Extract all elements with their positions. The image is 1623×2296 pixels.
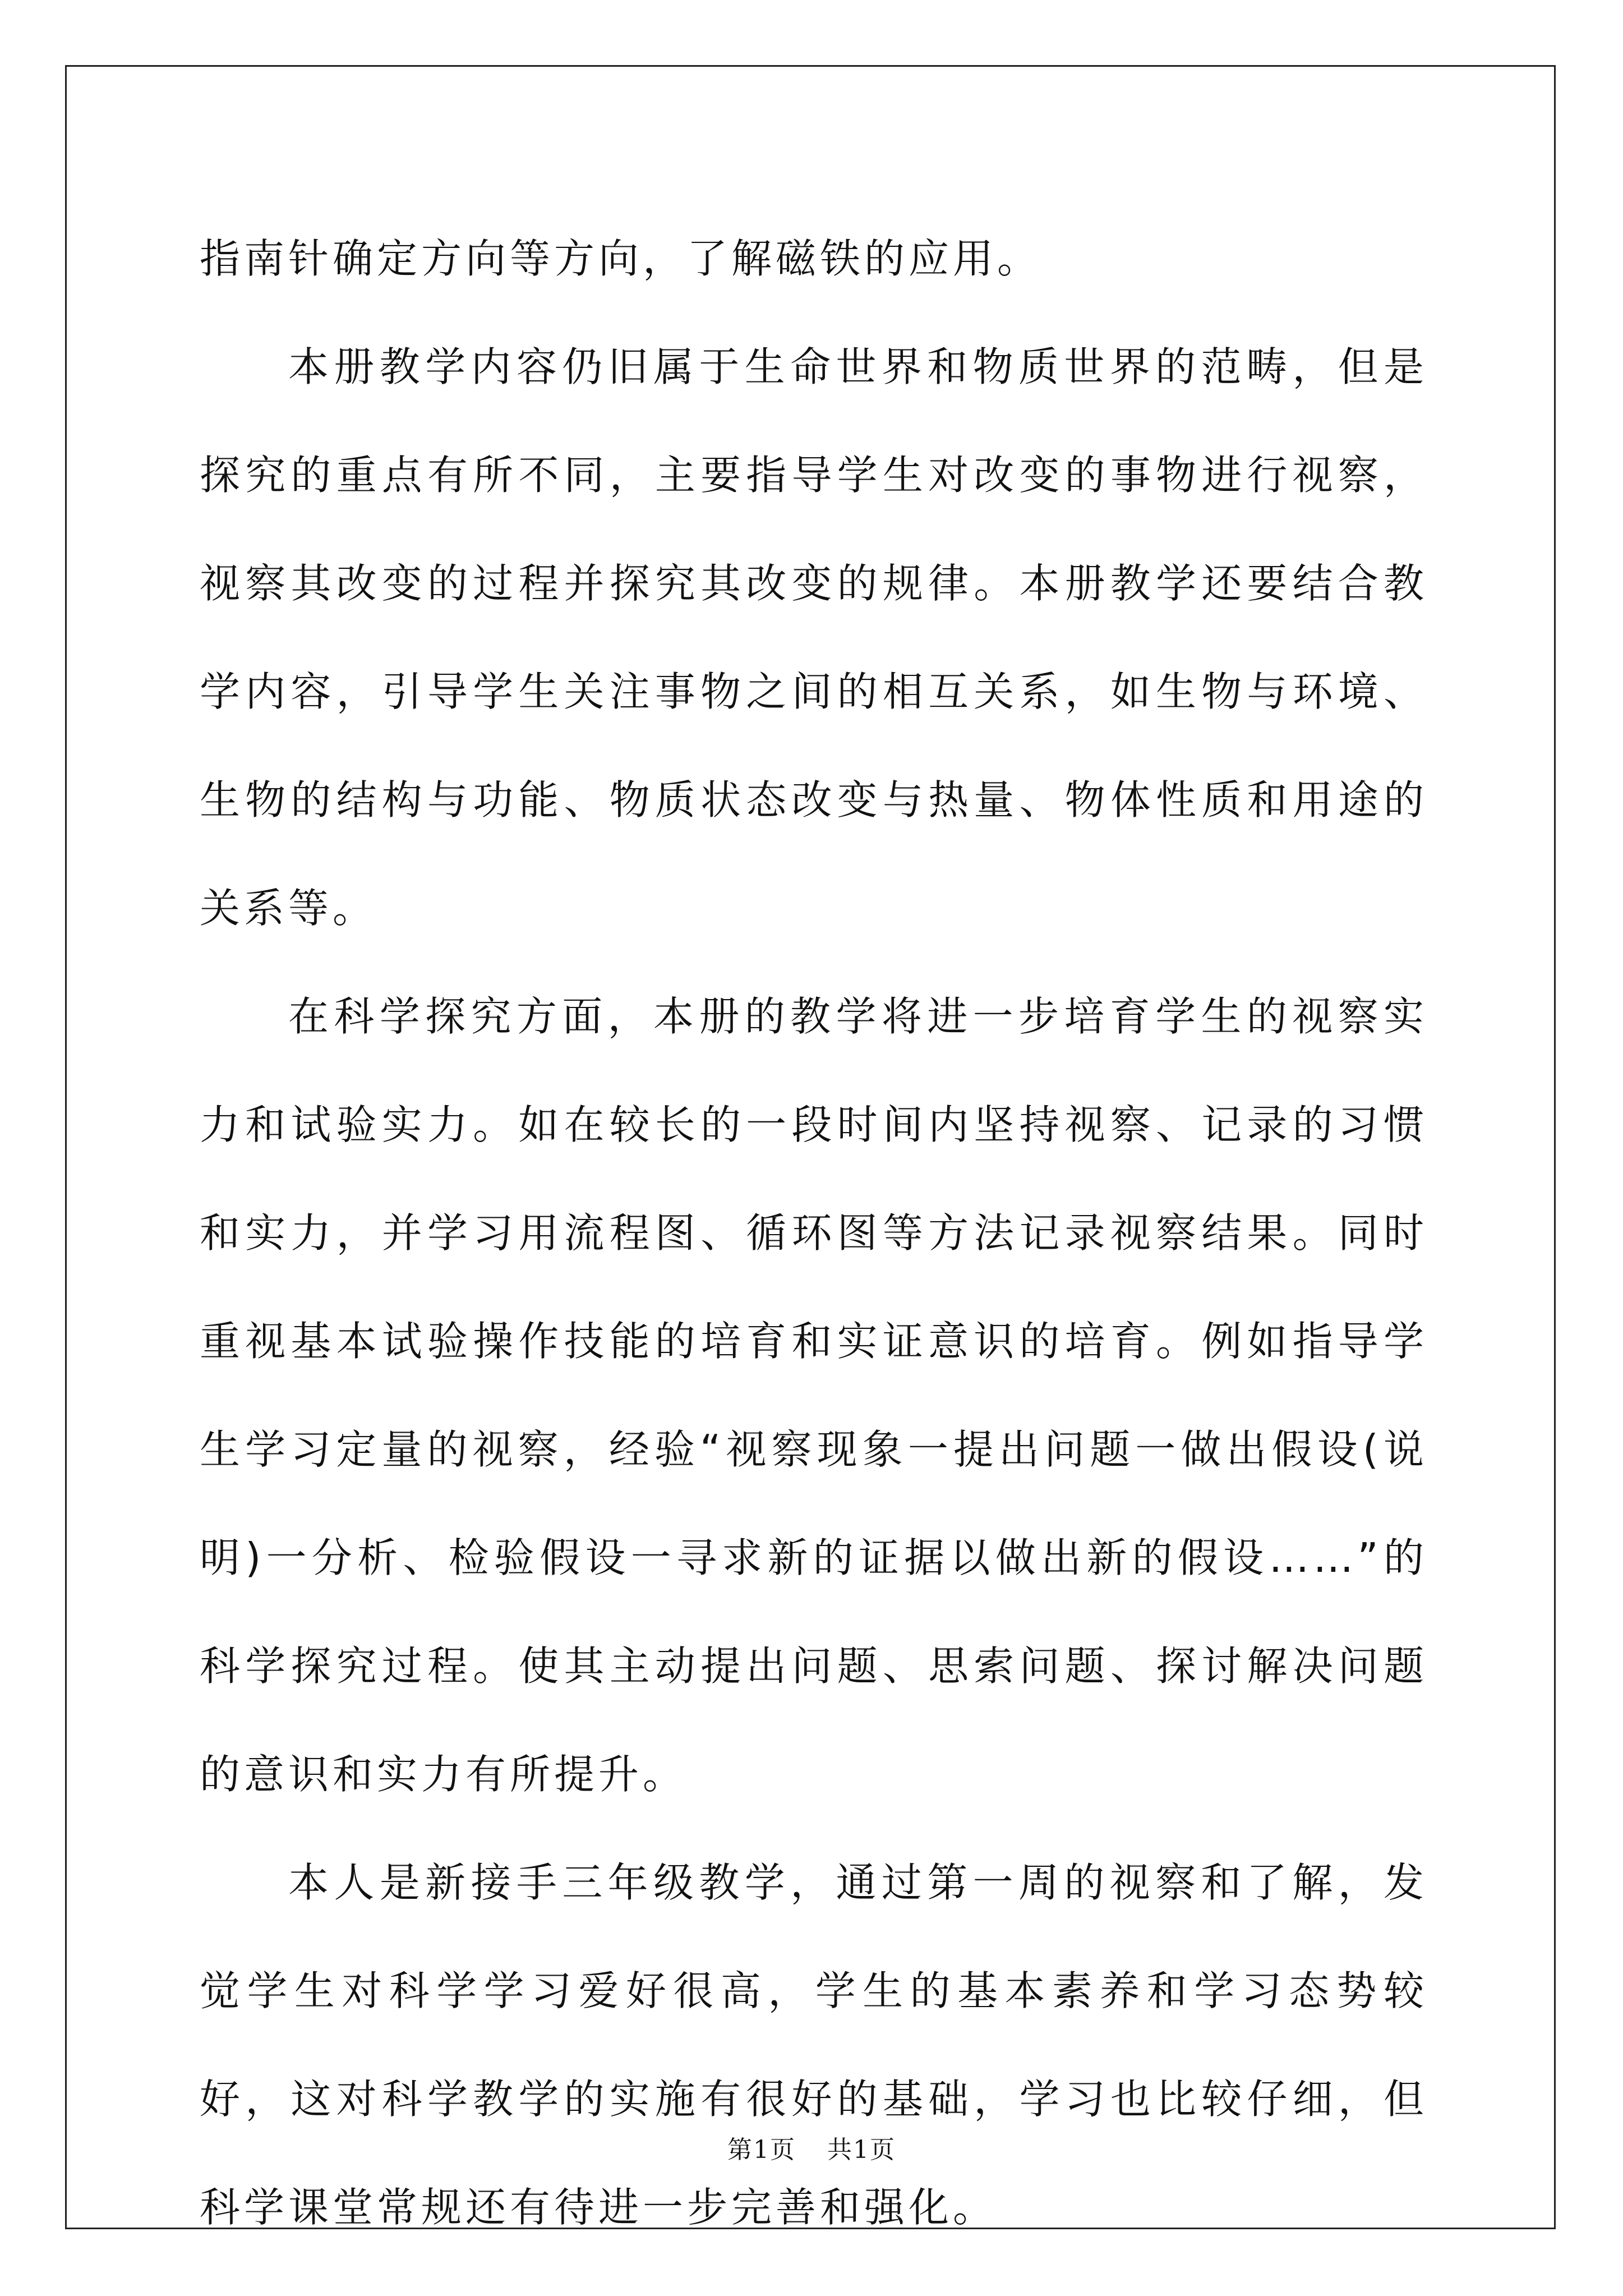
total-pages: 共1页 bbox=[827, 2136, 896, 2164]
page-number: 第1页 bbox=[727, 2136, 796, 2164]
paragraph: 在科学探究方面，本册的教学将进一步培育学生的视察实力和试验实力。如在较长的一段时间内坚持视察、记录的习惯和实力，并学习用流程图、循环图等方法记录视察结果。同时重视基本试验操作技能的培育和实证意识的培育。例如指导学生学习定量的视察，经验“视察现象一提出问题一做出假设(说明)一分析、检验假设一寻求新的证据以做出新的假设……”的科学探究过程。使其主动提出问题、思索问题、探讨解决问题的意识和实力有所提升。 bbox=[200, 993, 1428, 1798]
paragraph: 本册教学内容仍旧属于生命世界和物质世界的范畴，但是探究的重点有所不同，主要指导学生对改变的事物进行视察，视察其改变的过程并探究其改变的规律。本册教学还要结合教学内容，引导学生关注事物之间的相互关系，如生物与环境、生物的结构与功能、物质状态改变与热量、物体性质和用途的关系等。 bbox=[200, 343, 1428, 932]
page-footer bbox=[0, 2129, 1623, 2165]
paragraph: 本人是新接手三年级教学，通过第一周的视察和了解，发觉学生对科学学习爱好很高，学生的基本素养和学习态势较好，这对科学教学的实施有很好的基础，学习也比较仔细，但科学课堂常规还有待进一步完善和强化。 bbox=[200, 1859, 1428, 2231]
paragraph: 指南针确定方向等方向，了解磁铁的应用。 bbox=[200, 235, 1042, 282]
document-body bbox=[200, 205, 1428, 2262]
